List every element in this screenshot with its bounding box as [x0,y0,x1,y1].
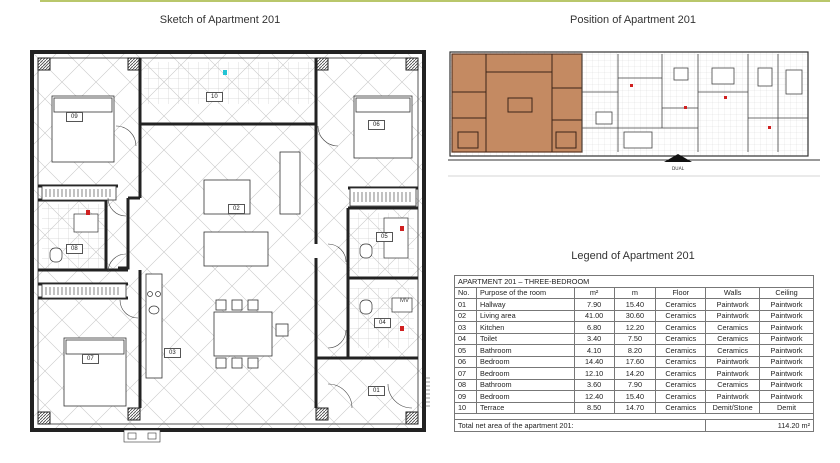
room-ceiling: Paintwork [760,356,814,368]
room-label-03: 03 [164,348,181,358]
room-area: 6.80 [574,322,614,334]
room-number: 10 [455,402,477,414]
header-walls: Walls [706,287,760,299]
room-floor: Ceramics [656,345,706,357]
room-label-05: 05 [376,232,393,242]
room-ceiling: Paintwork [760,310,814,322]
mv-label: MV [400,298,409,304]
room-perimeter: 7.90 [614,379,656,391]
legend-table-body [455,299,814,414]
room-label-08: 08 [66,244,83,254]
room-ceiling: Paintwork [760,379,814,391]
header-ceiling: Ceiling [760,287,814,299]
room-floor: Ceramics [656,310,706,322]
legend-table [454,275,814,432]
room-number: 05 [455,345,477,357]
room-perimeter: 15.40 [614,299,656,311]
room-purpose: Bathroom [476,345,574,357]
room-number: 09 [455,391,477,403]
room-number: 07 [455,368,477,380]
room-label-04: 04 [374,318,391,328]
room-floor: Ceramics [656,322,706,334]
room-number: 04 [455,333,477,345]
room-area: 14.40 [574,356,614,368]
legend-table-title: APARTMENT 201 – THREE-BEDROOM [455,276,814,288]
room-ceiling: Paintwork [760,322,814,334]
legend-row [455,299,814,311]
legend-header-row [455,287,814,299]
legend-title: Legend of Apartment 201 [571,250,695,262]
legend-row [455,345,814,357]
room-area: 41.00 [574,310,614,322]
room-walls: Ceramics [706,333,760,345]
total-area-label: Total net area of the apartment 201: [455,420,706,432]
room-ceiling: Paintwork [760,391,814,403]
position-title: Position of Apartment 201 [570,14,696,26]
room-purpose: Bathroom [476,379,574,391]
room-walls: Paintwork [706,356,760,368]
top-accent-line [40,0,830,2]
room-number: 06 [455,356,477,368]
room-walls: Ceramics [706,345,760,357]
room-label-10: 10 [206,92,223,102]
legend-total-row [455,420,814,432]
room-perimeter: 15.40 [614,391,656,403]
header-m: m [614,287,656,299]
room-perimeter: 7.50 [614,333,656,345]
room-ceiling: Paintwork [760,368,814,380]
room-walls: Paintwork [706,391,760,403]
room-label-06: 06 [368,120,385,130]
header-no: No. [455,287,477,299]
entrance-steps [124,430,160,442]
room-ceiling: Paintwork [760,333,814,345]
terrace-tiles [144,62,312,104]
room-number: 03 [455,322,477,334]
room-walls: Paintwork [706,299,760,311]
room-purpose: Terrace [476,402,574,414]
room-purpose: Kitchen [476,322,574,334]
apartment-floor-plan [28,48,430,448]
room-perimeter: 12.20 [614,322,656,334]
room-area: 12.40 [574,391,614,403]
room-purpose: Living area [476,310,574,322]
room-walls: Ceramics [706,379,760,391]
room-number: 02 [455,310,477,322]
room-perimeter: 17.60 [614,356,656,368]
legend-row [455,368,814,380]
room-floor: Ceramics [656,299,706,311]
room-area: 8.50 [574,402,614,414]
room-perimeter: 8.20 [614,345,656,357]
legend-row [455,356,814,368]
room-purpose: Bedroom [476,356,574,368]
legend-row [455,333,814,345]
room-label-01: 01 [368,386,385,396]
room-purpose: Bedroom [476,368,574,380]
room-walls: Paintwork [706,310,760,322]
header-m2: m² [574,287,614,299]
header-floor: Floor [656,287,706,299]
room-number: 08 [455,379,477,391]
room-purpose: Hallway [476,299,574,311]
room-ceiling: Demit [760,402,814,414]
sketch-title: Sketch of Apartment 201 [159,14,281,26]
room-ceiling: Paintwork [760,299,814,311]
room-area: 3.40 [574,333,614,345]
room-ceiling: Paintwork [760,345,814,357]
room-floor: Ceramics [656,402,706,414]
room-area: 3.60 [574,379,614,391]
legend-row [455,322,814,334]
apartment-201-highlight [452,54,582,152]
legend-row [455,391,814,403]
room-floor: Ceramics [656,356,706,368]
legend-table-title-row [455,276,814,288]
legend-row [455,310,814,322]
legend-row [455,379,814,391]
room-perimeter: 14.20 [614,368,656,380]
room-area: 12.10 [574,368,614,380]
position-marker-label: DUAL [671,167,685,172]
room-floor: Ceramics [656,379,706,391]
room-perimeter: 14.70 [614,402,656,414]
room-area: 4.10 [574,345,614,357]
room-label-07: 07 [82,354,99,364]
room-floor: Ceramics [656,368,706,380]
building-position-plan [448,48,820,182]
position-plan-drawing [448,48,820,182]
room-purpose: Bedroom [476,391,574,403]
room-number: 01 [455,299,477,311]
legend-row [455,402,814,414]
terrace-drain [223,70,227,75]
room-walls: Ceramics [706,322,760,334]
room-area: 7.90 [574,299,614,311]
room-perimeter: 30.60 [614,310,656,322]
room-purpose: Toilet [476,333,574,345]
header-purpose: Purpose of the room [476,287,574,299]
total-area-value: 114.20 m² [706,420,814,432]
room-label-09: 09 [66,112,83,122]
room-floor: Ceramics [656,391,706,403]
room-walls: Demit/Stone [706,402,760,414]
room-label-02: 02 [228,204,245,214]
room-floor: Ceramics [656,333,706,345]
room-walls: Paintwork [706,368,760,380]
